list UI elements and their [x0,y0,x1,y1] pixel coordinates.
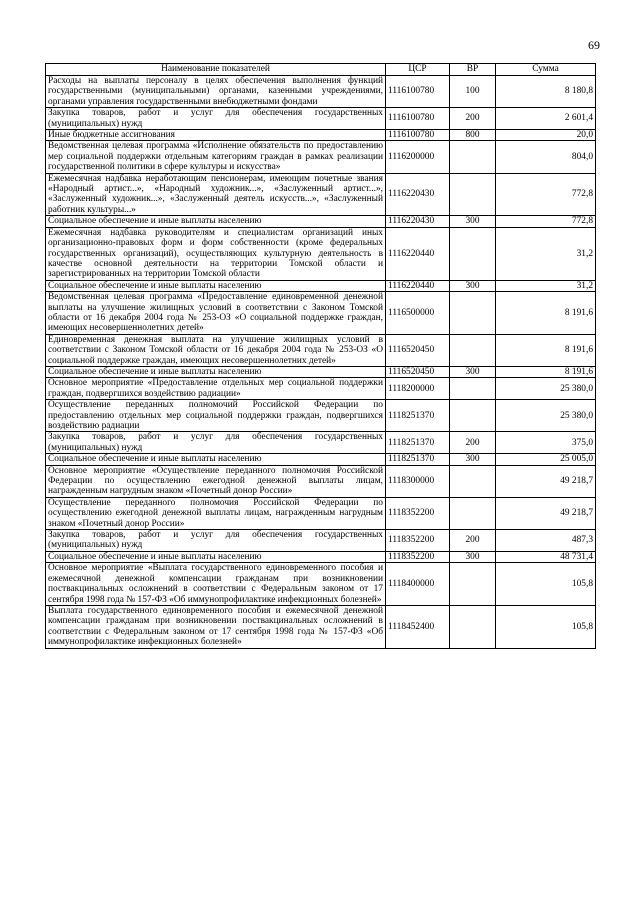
cell-vr: 300 [450,551,496,562]
cell-vr [450,227,496,280]
cell-sum: 20,0 [496,130,596,141]
cell-csr: 1116520450 [386,334,450,366]
cell-vr [450,334,496,366]
cell-csr: 1118300000 [386,465,450,497]
cell-vr [450,141,496,173]
cell-vr: 300 [450,366,496,377]
cell-csr: 1118352200 [386,551,450,562]
cell-csr: 1118251370 [386,454,450,465]
cell-sum: 2 601,4 [496,108,596,130]
cell-name: Социальное обеспечение и иные выплаты населению [46,551,386,562]
table-row [46,141,596,173]
header-sum: Сумма [496,64,596,76]
table-row [46,378,596,400]
table-row [46,366,596,377]
cell-csr: 1118251370 [386,400,450,432]
cell-vr: 200 [450,108,496,130]
cell-sum: 48 731,4 [496,551,596,562]
cell-sum: 8 180,8 [496,76,596,108]
cell-csr: 1116220440 [386,280,450,291]
cell-sum: 25 380,0 [496,400,596,432]
cell-sum: 8 191,6 [496,292,596,335]
cell-sum: 25 380,0 [496,378,596,400]
cell-vr: 300 [450,454,496,465]
cell-name: Единовременная денежная выплата на улучшение жилищных условий в соответствии с Законом Томской области от 16 декабря 2004 года № 253-ОЗ «О социальной поддержке граждан, имеющих несовершеннолетних детей» [46,334,386,366]
cell-sum: 8 191,6 [496,334,596,366]
table-row [46,497,596,529]
cell-csr: 1116100780 [386,130,450,141]
cell-vr [450,292,496,335]
cell-sum: 804,0 [496,141,596,173]
table-row [46,563,596,606]
cell-csr: 1116500000 [386,292,450,335]
cell-sum: 31,2 [496,227,596,280]
cell-sum: 8 191,6 [496,366,596,377]
header-vr: ВР [450,64,496,76]
cell-csr: 1118251370 [386,432,450,454]
cell-name: Расходы на выплаты персоналу в целях обеспечения выполнения функций государственными (муниципальными) органами, казенными учреждениями, органами управления государственными внебюджетными фондами [46,76,386,108]
cell-name: Ежемесячная надбавка руководителям и специалистам организаций иных организационно-правовых форм и форм собственности (кроме федеральных государственных организаций), осуществляющих культурную деятельность в качестве основной деятельности на территории Томской области и зарегистрированных на территории Томской области [46,227,386,280]
cell-name: Социальное обеспечение и иные выплаты населению [46,216,386,227]
cell-name: Основное мероприятие «Осуществление переданного полномочия Российской Федерации по осуществлению ежегодной денежной выплаты лицам, награжденным нагрудным знаком «Почетный донор России» [46,465,386,497]
cell-name: Социальное обеспечение и иные выплаты населению [46,366,386,377]
table-row [46,432,596,454]
cell-vr [450,465,496,497]
cell-name: Закупка товаров, работ и услуг для обеспечения государственных (муниципальных) нужд [46,530,386,552]
cell-name: Выплата государственного единовременного пособия и ежемесячной денежной компенсации гражданам при возникновении поствакцинальных осложнений в соответствии с Федеральным законом от 17 сентября 1998 года № 157-ФЗ «Об иммунопрофилактике инфекционных болезней» [46,605,386,648]
cell-name: Ведомственная целевая программа «Исполнение обязательств по предоставлению мер социальной поддержки отдельным категориям граждан в рамках реализации государственной политики в сфере культуры и искусства» [46,141,386,173]
cell-csr: 1116220430 [386,173,450,216]
budget-table [45,63,596,649]
cell-name: Основное мероприятие «Выплата государственного единовременного пособия и ежемесячной денежной компенсации гражданам при возникновении поствакцинальных осложнений в соответствии с Федеральным законом от 17 сентября 1998 года № 157-ФЗ «Об иммунопрофилактике инфекционных болезней» [46,563,386,606]
cell-vr [450,378,496,400]
header-csr: ЦСР [386,64,450,76]
table-row [46,400,596,432]
table-row [46,334,596,366]
cell-name: Основное мероприятие «Предоставление отдельных мер социальной поддержки граждан, подвергшихся воздействию радиации» [46,378,386,400]
cell-name: Ежемесячная надбавка неработающим пенсионерам, имеющим почетные звания «Народный артист...», «Народный художник...», «Заслуженный артист...», «Заслуженный художник...», «Заслуженный деятель искусств...», «Заслуженный работник культуры...» [46,173,386,216]
cell-vr [450,563,496,606]
table-row [46,216,596,227]
cell-vr: 800 [450,130,496,141]
table-row [46,173,596,216]
cell-csr: 1116100780 [386,76,450,108]
cell-vr: 200 [450,530,496,552]
cell-sum: 772,8 [496,173,596,216]
table-row [46,465,596,497]
cell-name: Закупка товаров, работ и услуг для обеспечения государственных (муниципальных) нужд [46,108,386,130]
table-row [46,530,596,552]
cell-sum: 375,0 [496,432,596,454]
table-row [46,76,596,108]
page-number: 69 [588,38,600,52]
cell-csr: 1118352200 [386,530,450,552]
cell-vr: 200 [450,432,496,454]
table-row [46,292,596,335]
cell-csr: 1118352200 [386,497,450,529]
cell-name: Иные бюджетные ассигнования [46,130,386,141]
cell-name: Осуществление переданного полномочия Российской Федерации по осуществлению ежегодной денежной выплаты лицам, награжденным нагрудным знаком «Почетный донор России» [46,497,386,529]
cell-sum: 105,8 [496,605,596,648]
cell-vr: 300 [450,280,496,291]
cell-vr [450,400,496,432]
cell-csr: 1116220440 [386,227,450,280]
cell-sum: 772,8 [496,216,596,227]
cell-vr [450,497,496,529]
cell-name: Закупка товаров, работ и услуг для обеспечения государственных (муниципальных) нужд [46,432,386,454]
cell-sum: 49 218,7 [496,497,596,529]
cell-vr: 100 [450,76,496,108]
cell-sum: 49 218,7 [496,465,596,497]
cell-sum: 487,3 [496,530,596,552]
cell-vr: 300 [450,216,496,227]
table-row [46,130,596,141]
table-row [46,108,596,130]
cell-csr: 1116200000 [386,141,450,173]
cell-name: Социальное обеспечение и иные выплаты населению [46,280,386,291]
cell-csr: 1116100780 [386,108,450,130]
cell-name: Ведомственная целевая программа «Предоставление единовременной денежной выплаты на улучшение жилищных условий в соответствии с Законом Томской области от 16 декабря 2004 года № 253-ОЗ «О социальной поддержке граждан, имеющих несовершеннолетних детей» [46,292,386,335]
cell-sum: 25 005,0 [496,454,596,465]
cell-csr: 1116520450 [386,366,450,377]
table-row [46,605,596,648]
header-name: Наименование показателей [46,64,386,76]
table-row [46,280,596,291]
cell-csr: 1118400000 [386,563,450,606]
cell-vr [450,173,496,216]
cell-csr: 1118200000 [386,378,450,400]
table-row [46,227,596,280]
cell-sum: 105,8 [496,563,596,606]
table-header-row [46,64,596,76]
cell-sum: 31,2 [496,280,596,291]
cell-name: Осуществление переданных полномочий Российской Федерации по предоставлению отдельных мер социальной поддержки граждан, подвергшихся воздействию радиации [46,400,386,432]
table-body [46,76,596,649]
cell-name: Социальное обеспечение и иные выплаты населению [46,454,386,465]
cell-vr [450,605,496,648]
cell-csr: 1118452400 [386,605,450,648]
cell-csr: 1116220430 [386,216,450,227]
table-row [46,551,596,562]
table-row [46,454,596,465]
